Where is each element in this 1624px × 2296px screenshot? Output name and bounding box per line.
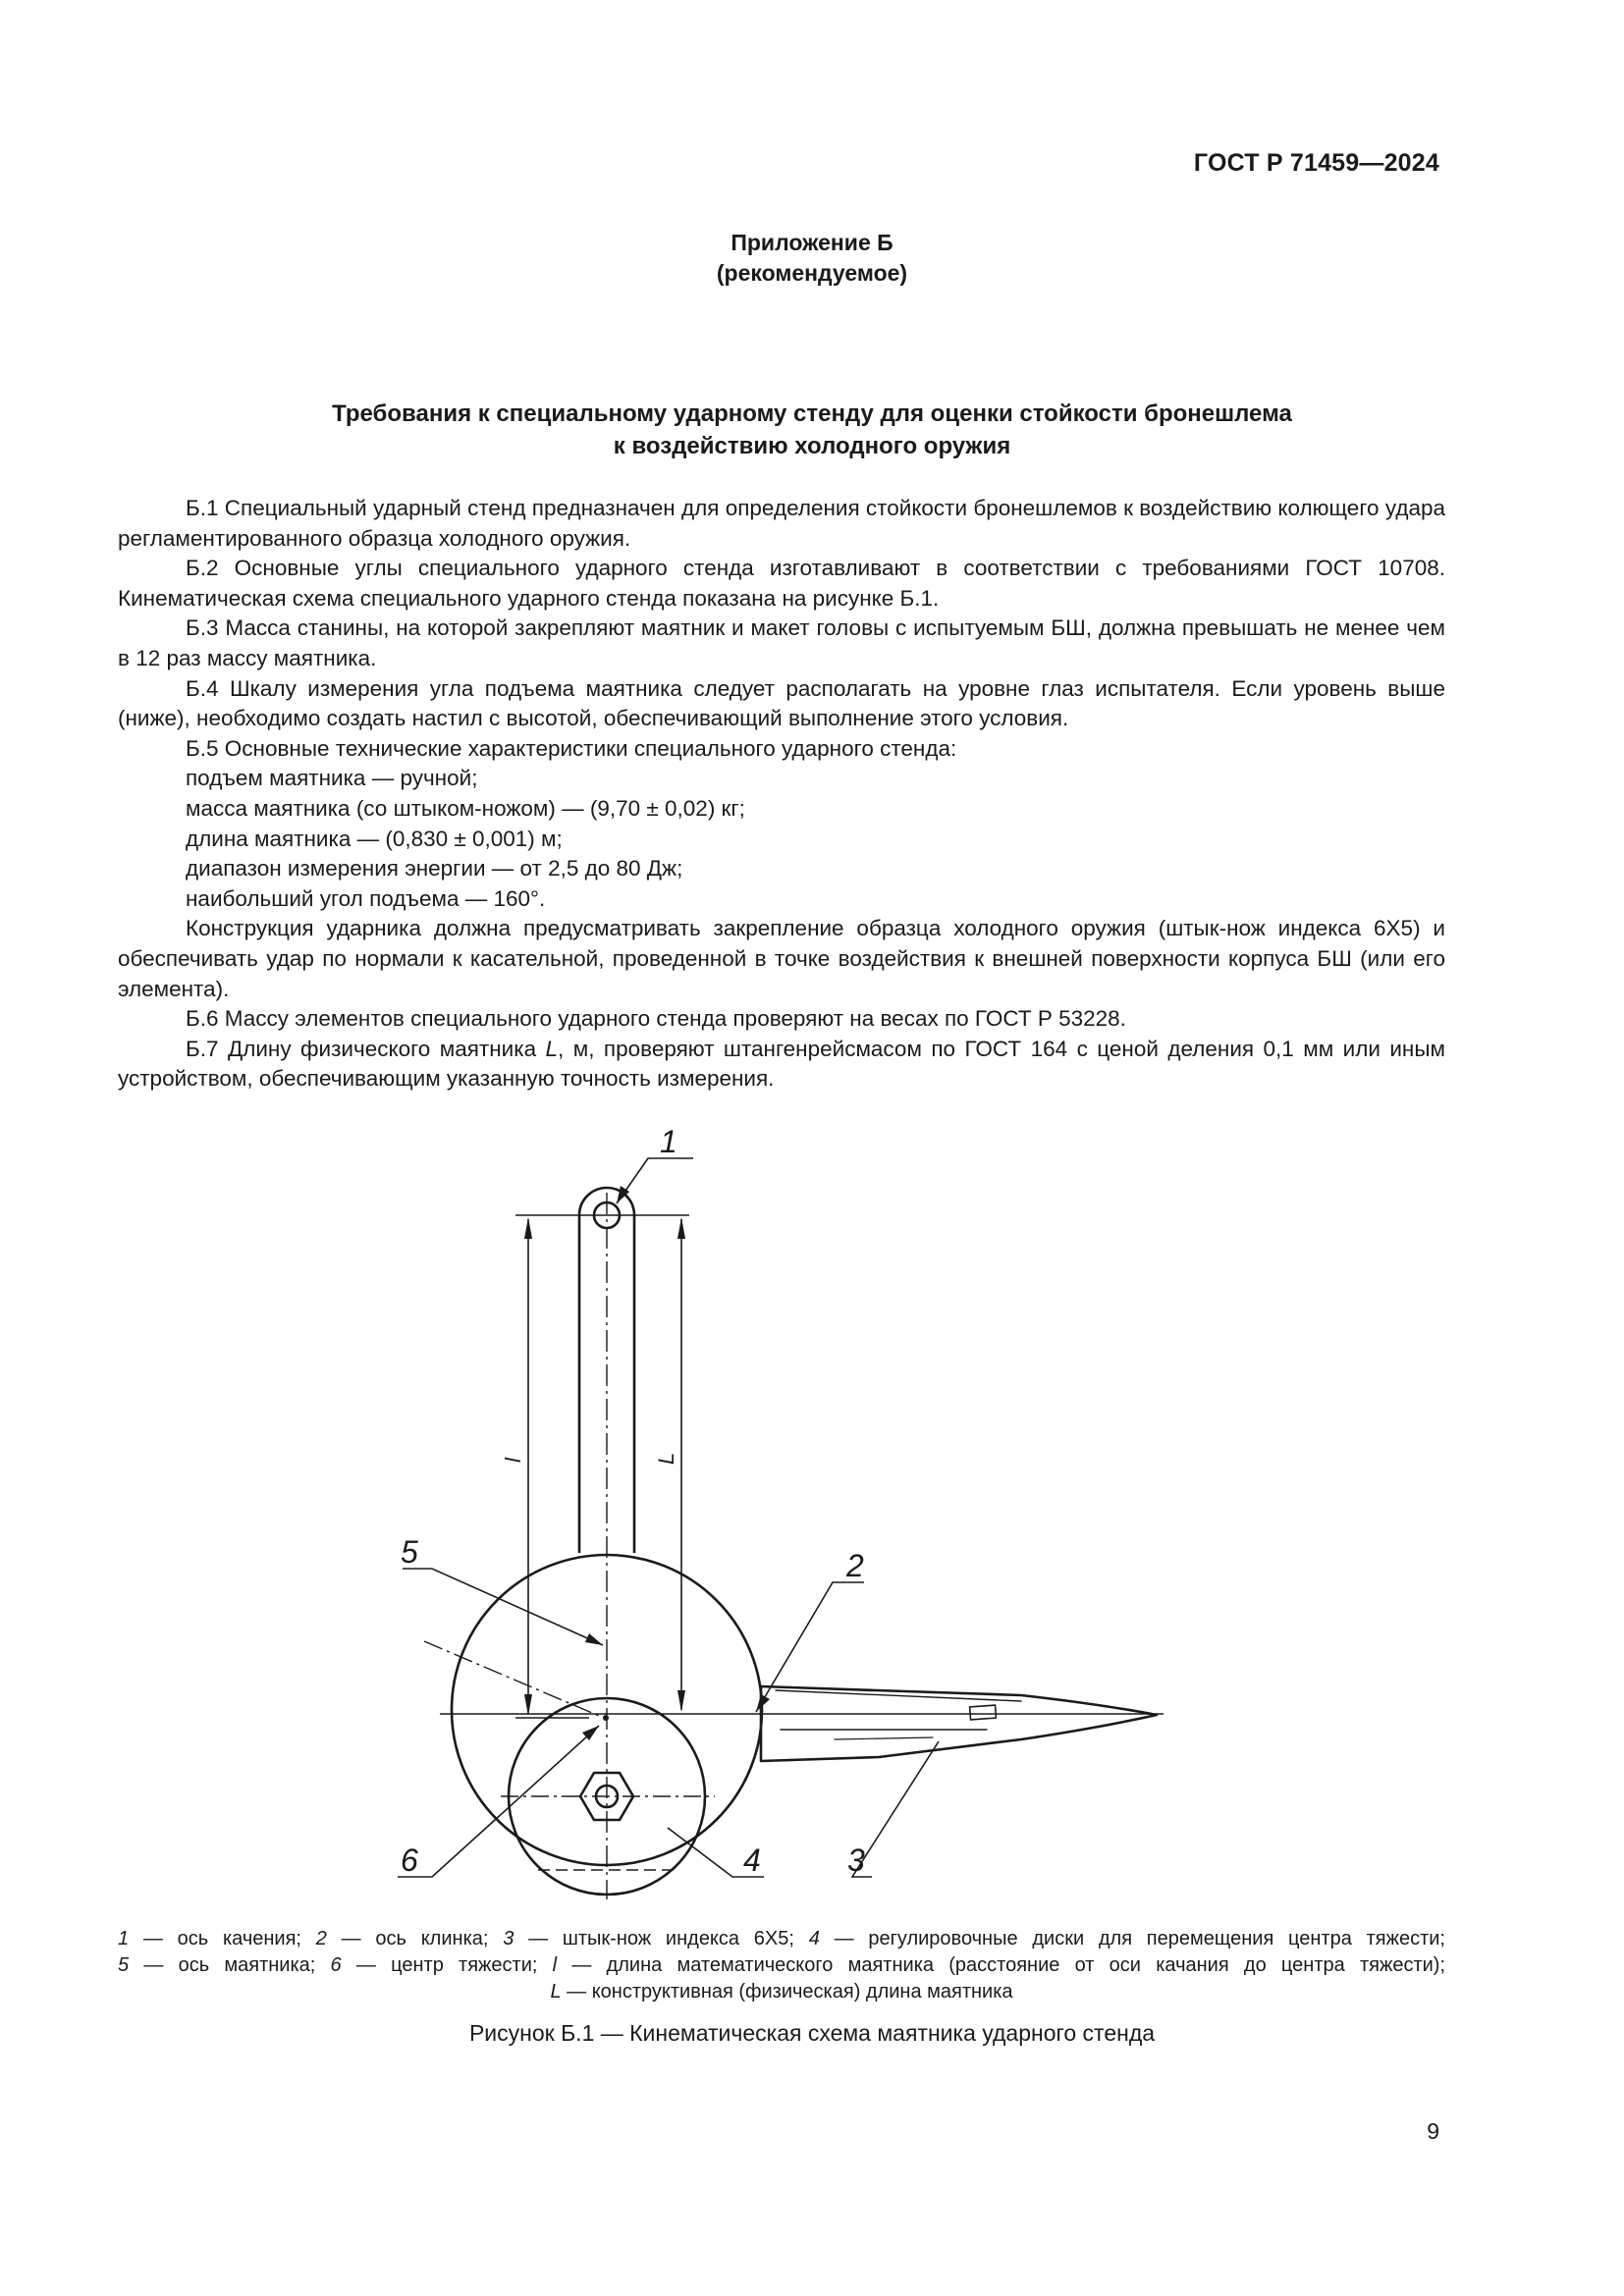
callout-4: 4	[743, 1842, 761, 1878]
legend-key: L	[550, 1981, 562, 2002]
legend-text: — длина математического маятника (расстояние от оси качания до центра тяжести);	[557, 1954, 1445, 1976]
title-line-1: Требования к специальному ударному стенду для оценки стойкости бронешлема	[332, 400, 1292, 427]
center-of-gravity-dot	[603, 1715, 609, 1721]
callout-5: 5	[401, 1534, 418, 1570]
spec-item: наибольший угол подъема — 160°.	[186, 885, 546, 911]
leader-5-arrow	[585, 1633, 603, 1645]
page-number: 9	[1427, 2118, 1439, 2144]
legend-text: — ось клинка;	[326, 1928, 504, 1949]
legend-text: — центр тяжести;	[341, 1954, 553, 1976]
paragraph-b6: Б.6 Массу элементов специального ударного стенда проверяют на весах по ГОСТ Р 53228.	[186, 1006, 1126, 1032]
leader-5	[403, 1569, 603, 1645]
b7-text-start: Б.7 Длину физического маятника	[186, 1036, 546, 1061]
arrow-l-bottom	[524, 1694, 532, 1716]
callout-1: 1	[660, 1124, 677, 1159]
spec-item: диапазон измерения энергии — от 2,5 до 80 Дж;	[186, 856, 683, 881]
callout-6: 6	[401, 1842, 418, 1878]
legend-key: 1	[118, 1928, 130, 1949]
callout-3: 3	[847, 1842, 865, 1878]
legend-text: — регулировочные диски для перемещения центра тяжести;	[819, 1928, 1445, 1949]
annex-name: Приложение Б	[731, 230, 893, 255]
dimension-label-l: l	[501, 1458, 525, 1463]
paragraph-b3: Б.3 Масса станины, на которой закрепляют маятник и макет головы с испытуемым БШ, должна превышать не менее чем в 12 раз массу маятника.	[118, 615, 1445, 670]
leader-3	[852, 1741, 939, 1877]
leader-6	[398, 1726, 599, 1877]
paragraph-b1: Б.1 Специальный ударный стенд предназначен для определения стойкости бронешлемов к воздействию колющего удара регламентированного образца холодного оружия.	[118, 496, 1445, 551]
appendix-title	[0, 398, 1624, 462]
legend-key: 3	[503, 1928, 514, 1949]
paragraph-b7	[118, 1035, 1445, 1095]
spec-item: масса маятника (со штыком-ножом) — (9,70 ± 0,02) кг;	[186, 795, 745, 821]
b7-variable-L: L	[545, 1036, 559, 1061]
paragraph-b4: Б.4 Шкалу измерения угла подъема маятника следует располагать на уровне глаз испытателя. Если уровень выше (ниже), необходимо создать настил с высотой, обеспечивающий выполнение этого условия.	[118, 675, 1445, 731]
legend-text: — штык-нож индекса 6Х5;	[514, 1928, 809, 1949]
blade-rivet	[970, 1705, 997, 1720]
arrow-L-bottom	[677, 1690, 685, 1712]
dimension-label-L: L	[654, 1452, 678, 1465]
figure-caption: Рисунок Б.1 — Кинематическая схема маятника ударного стенда	[468, 2020, 1156, 2046]
bayonet-blade	[761, 1686, 1157, 1761]
annex-heading	[0, 228, 1624, 289]
legend-key: 2	[315, 1928, 327, 1949]
paragraph-b5-tail: Конструкция ударника должна предусматривать закрепление образца холодного оружия (штык-нож индекса 6Х5) и обеспечивать удар по нормали к касательной, проведенной в точке воздействия к внешней поверхности корпуса БШ (или его элемента).	[118, 916, 1445, 1001]
legend-line-1	[118, 1926, 1445, 1952]
callout-2: 2	[846, 1548, 864, 1583]
paragraph-b5: Б.5 Основные технические характеристики специального ударного стенда:	[186, 735, 957, 761]
body-text	[118, 494, 1445, 1095]
legend-text: — ось качения;	[129, 1928, 316, 1949]
blade-detail	[835, 1737, 933, 1739]
legend-key: 5	[118, 1954, 130, 1976]
kinematic-scheme-diagram	[0, 1109, 1624, 1909]
annex-status: (рекомендуемое)	[716, 260, 908, 286]
legend-key: l	[552, 1954, 558, 1976]
legend-line-3	[118, 1979, 1445, 2005]
spec-item: подъем маятника — ручной;	[186, 766, 478, 791]
legend-key: 4	[808, 1928, 820, 1949]
standard-header: ГОСТ Р 71459—2024	[1193, 149, 1439, 177]
title-line-2: к воздействию холодного оружия	[613, 433, 1011, 459]
paragraph-b2: Б.2 Основные углы специального ударного стенда изготавливают в соответствии с требованиями ГОСТ 10708. Кинематическая схема специального ударного стенда показана на рисунке Б.1.	[118, 556, 1445, 611]
arrow-L-top	[677, 1217, 685, 1239]
legend-key: 6	[330, 1954, 342, 1976]
pendulum-figure	[0, 1109, 1624, 1909]
arrow-l-top	[524, 1217, 532, 1239]
b7-text-end: , м, проверяют штангенрейсмасом по ГОСТ 164 с ценой деления 0,1 мм или иным устройством, обеспечивающим указанную точность измерения.	[118, 1036, 1445, 1092]
legend-text: — конструктивная (физическая) длина маятника	[561, 1981, 1013, 2002]
figure-legend	[118, 1926, 1445, 2005]
spec-item: длина маятника — (0,830 ± 0,001) м;	[186, 826, 563, 851]
legend-line-2	[118, 1952, 1445, 1979]
legend-text: — ось маятника;	[129, 1954, 331, 1976]
